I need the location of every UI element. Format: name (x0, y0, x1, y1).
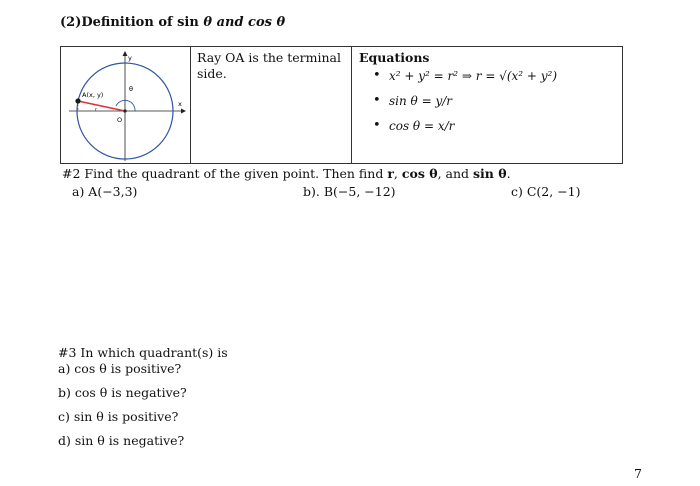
question-3-b: b) cos θ is negative? (58, 385, 187, 400)
point-a-marker (75, 98, 80, 103)
origin-label: O (117, 116, 123, 124)
table-divider-2 (351, 47, 352, 164)
radius-label: r (95, 107, 98, 113)
heading-theta-1: θ (203, 15, 213, 30)
equation-sine: • sin θ = y/r (373, 92, 557, 117)
y-axis-arrow (123, 51, 128, 56)
x-axis-arrow (181, 109, 186, 114)
point-label: A(x, y) (82, 91, 104, 99)
equations-title: Equations (359, 50, 430, 65)
section-heading (60, 15, 285, 30)
question-3-c: c) sin θ is positive? (58, 409, 179, 424)
definition-table (60, 46, 623, 164)
x-axis-label: x (178, 100, 182, 108)
equation-radius: • x² + y² = r² ⇒ r = √(x² + y²) (373, 67, 557, 92)
question-3-d: d) sin θ is negative? (58, 433, 185, 448)
point-c-item: c) C(2, −1) (511, 184, 581, 199)
question-2 (62, 166, 511, 181)
question-2-cos: cos θ (401, 166, 438, 181)
question-3 (58, 345, 228, 449)
heading-theta-2: θ (276, 15, 286, 30)
question-2-prefix: #2 Find the quadrant of the given point. Then find (62, 166, 384, 181)
question-3-a: a) cos θ is positive? (58, 361, 182, 376)
question-2-sep2: , and (437, 166, 470, 181)
equations-list (373, 67, 557, 142)
heading-prefix: (2)Definition of sin (60, 15, 199, 30)
ray-description: Ray OA is the terminal side. (197, 50, 342, 81)
terminal-ray (78, 101, 125, 111)
point-a-item: a) A(−3,3) (72, 184, 138, 199)
question-2-end: . (506, 166, 511, 181)
unit-circle-diagram (65, 49, 187, 161)
heading-mid: and cos (216, 15, 272, 30)
page-number: 7 (634, 466, 642, 481)
question-2-sin: sin θ (473, 166, 507, 181)
origin-marker (123, 109, 126, 112)
point-b-item: b). B(−5, −12) (303, 184, 396, 199)
question-2-sep1: , (393, 166, 398, 181)
table-divider-1 (190, 47, 191, 164)
y-axis-label: y (128, 54, 132, 62)
equation-cosine: • cos θ = x/r (373, 117, 557, 142)
angle-label: θ (129, 85, 133, 93)
question-2-r: r (387, 166, 394, 181)
question-3-title: #3 In which quadrant(s) is (58, 345, 228, 360)
